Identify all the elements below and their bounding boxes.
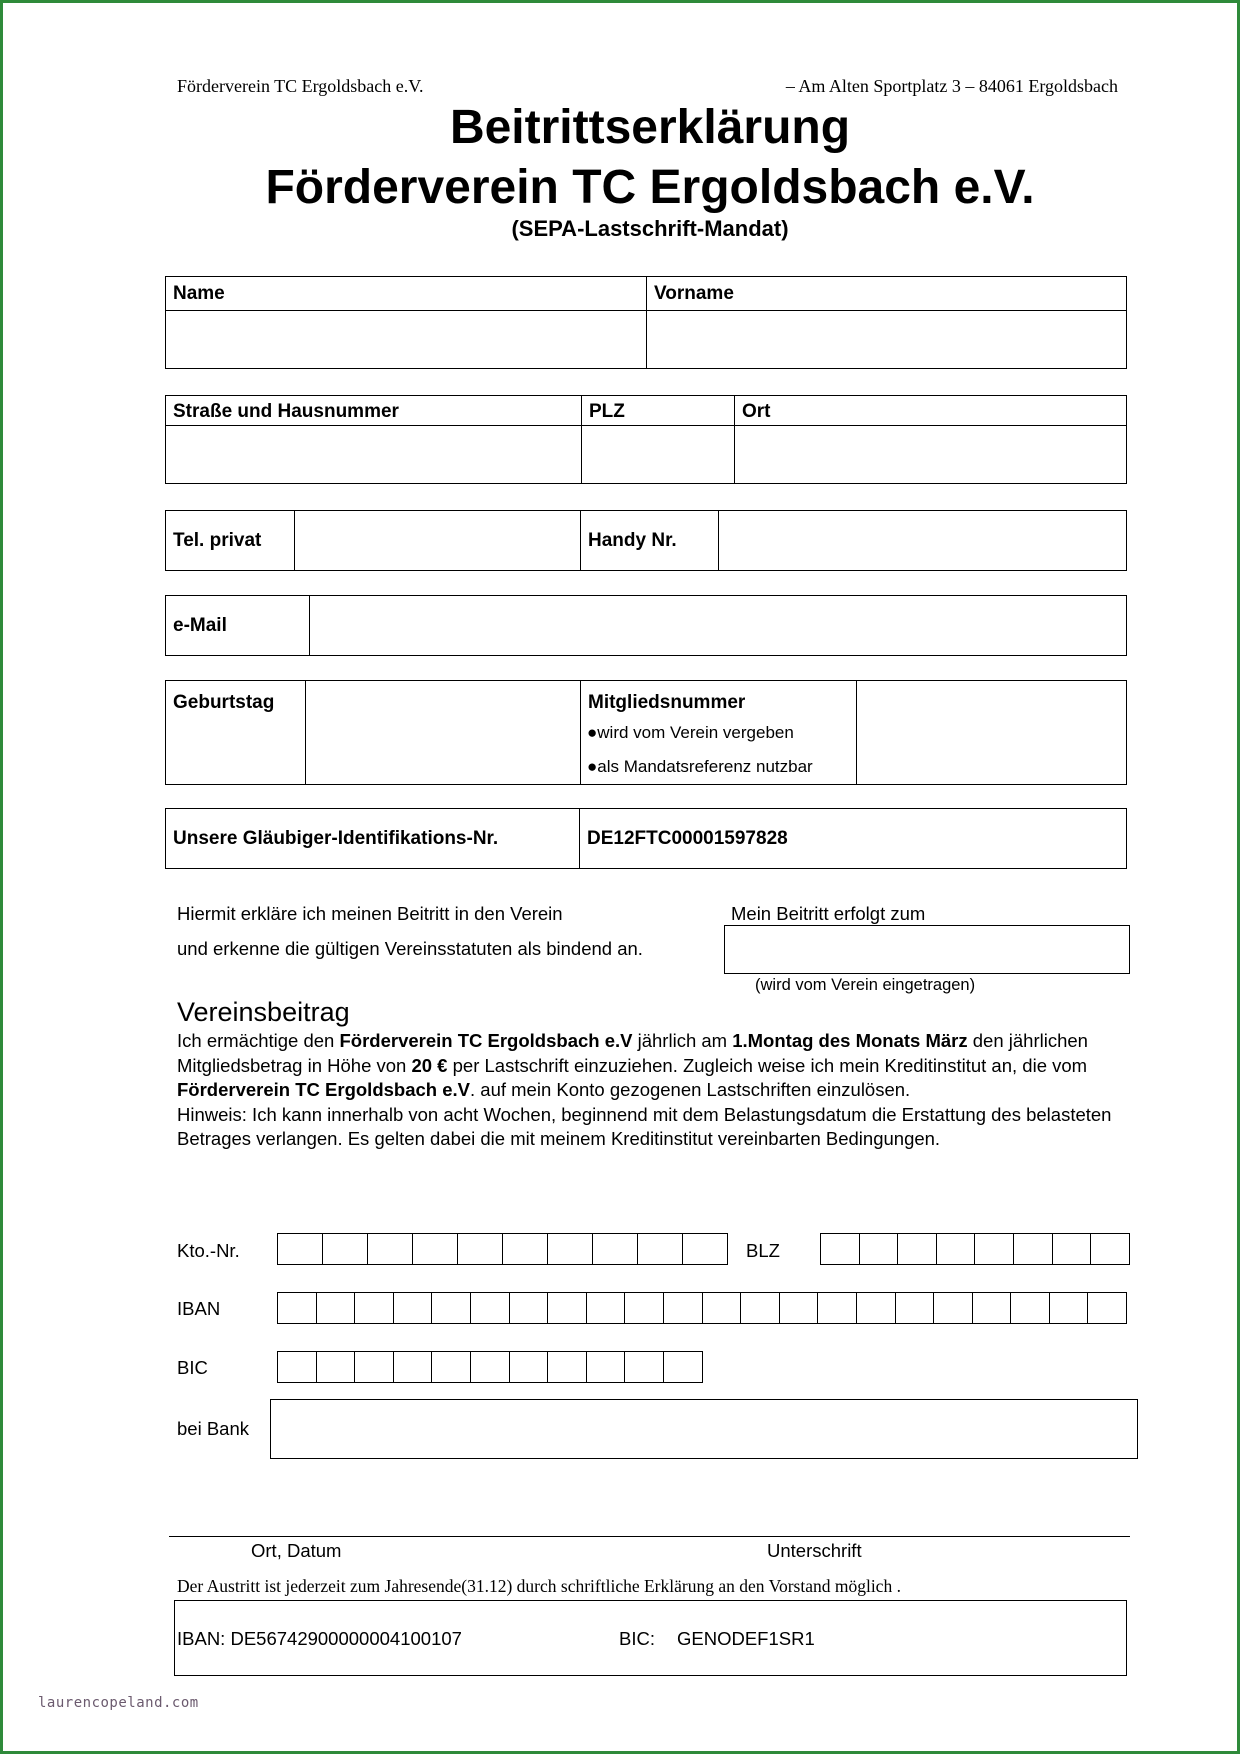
watermark: laurencopeland.com [38, 1695, 199, 1711]
mandate-club-name: Förderverein TC Ergoldsbach e.V [339, 1030, 633, 1051]
mandate-text-g: per Lastschrift einzuziehen. Zugleich weise ich mein Kreditinstitut an, die vom [447, 1054, 1088, 1076]
vereinsbeitrag-heading: Vereinsbeitrag [177, 997, 350, 1027]
kto-label: Kto.-Nr. [177, 1240, 240, 1261]
mandate-date: 1.Montag des Monats März [732, 1030, 968, 1051]
bank-name-field[interactable] [270, 1399, 1138, 1459]
geburtstag-label: Geburtstag [173, 692, 275, 713]
vorname-field[interactable] [647, 311, 1127, 369]
signature-line [169, 1536, 1130, 1537]
start-date-field[interactable] [724, 925, 1130, 974]
declaration-line-2: und erkenne die gültigen Vereinsstatuten als bindend an. [177, 938, 643, 959]
mandate-amount: 20 € [411, 1054, 448, 1076]
bic-boxes[interactable] [277, 1351, 703, 1383]
ort-label: Ort [742, 401, 771, 422]
name-table [165, 276, 1127, 369]
declaration-line-1: Hiermit erkläre ich meinen Beitritt in den Verein [177, 903, 563, 924]
mitgliedsnummer-field[interactable] [857, 681, 1127, 785]
mitgliedsnummer-label: Mitgliedsnummer [588, 692, 746, 713]
mandate-text-c: jährlich am [632, 1030, 733, 1051]
mandate-club-name-2: Förderverein TC Ergoldsbach e.V [177, 1079, 470, 1100]
strasse-field[interactable] [166, 426, 582, 484]
start-date-label: Mein Beitritt erfolgt zum [731, 903, 926, 924]
strasse-label: Straße und Hausnummer [173, 401, 399, 422]
club-bic-label: BIC: [619, 1628, 655, 1649]
birthday-table [165, 680, 1127, 785]
form-title: Beitrittserklärung [449, 101, 851, 154]
handy-label: Handy Nr. [588, 529, 677, 551]
plz-label: PLZ [589, 401, 625, 422]
mandate-hint: Hinweis: Ich kann innerhalb von acht Wochen, beginnend mit dem Belastungsdatum die Erstattung des belasteten Betrages verlangen. Es gelten dabei die mit meinem Kreditinstitut vereinbarten Bedingungen. [177, 1103, 1112, 1149]
bank-label: bei Bank [177, 1418, 249, 1439]
email-table [165, 595, 1127, 656]
plz-field[interactable] [582, 426, 735, 484]
email-label: e-Mail [173, 614, 227, 636]
iban-label: IBAN [177, 1298, 221, 1319]
mitglied-note-2: ●als Mandatsreferenz nutzbar [587, 757, 813, 776]
glaeubiger-label: Unsere Gläubiger-Identifikations-Nr. [173, 827, 499, 849]
creditor-id-table [165, 808, 1127, 869]
vorname-label: Vorname [654, 283, 734, 304]
blz-label: BLZ [746, 1240, 780, 1261]
name-label: Name [173, 283, 225, 304]
start-date-note: (wird vom Verein eingetragen) [755, 976, 976, 994]
iban-boxes[interactable] [277, 1292, 1127, 1324]
austritt-note: Der Austritt ist jederzeit zum Jahresende(31.12) durch schriftliche Erklärung an den Vorstand möglich . [177, 1576, 901, 1596]
handy-field[interactable] [719, 511, 1127, 571]
tel-label: Tel. privat [173, 529, 262, 551]
club-iban: IBAN: DE56742900000004100107 [177, 1628, 462, 1649]
email-field[interactable] [310, 596, 1127, 656]
geburtstag-field[interactable] [306, 681, 581, 785]
header-address: – Am Alten Sportplatz 3 – 84061 Ergoldsbach [785, 76, 1118, 96]
bic-label: BIC [177, 1357, 208, 1378]
ort-field[interactable] [735, 426, 1127, 484]
tel-field[interactable] [295, 511, 581, 571]
ort-datum-label: Ort, Datum [251, 1540, 342, 1561]
mitglied-note-1: ●wird vom Verein vergeben [587, 723, 794, 742]
club-bic-value: GENODEF1SR1 [677, 1628, 815, 1649]
address-table [165, 395, 1127, 484]
glaeubiger-value: DE12FTC00001597828 [587, 827, 788, 849]
mandate-text-e: den jährlichen Mitgliedsbetrag in Höhe von [177, 1030, 1088, 1076]
header-club-name: Förderverein TC Ergoldsbach e.V. [177, 76, 424, 96]
name-field[interactable] [166, 311, 647, 369]
kto-boxes[interactable] [277, 1233, 728, 1265]
phone-table [165, 510, 1127, 571]
form-subtitle: (SEPA-Lastschrift-Mandat) [511, 216, 789, 241]
unterschrift-label: Unterschrift [767, 1540, 862, 1561]
blz-boxes[interactable] [820, 1233, 1130, 1265]
mandate-paragraph [177, 1029, 1127, 1152]
form-club-title: Förderverein TC Ergoldsbach e.V. [265, 161, 1035, 214]
mandate-text-i: . auf mein Konto gezogenen Lastschriften einzulösen. [470, 1079, 911, 1100]
mandate-text-a: Ich ermächtige den [177, 1030, 340, 1051]
